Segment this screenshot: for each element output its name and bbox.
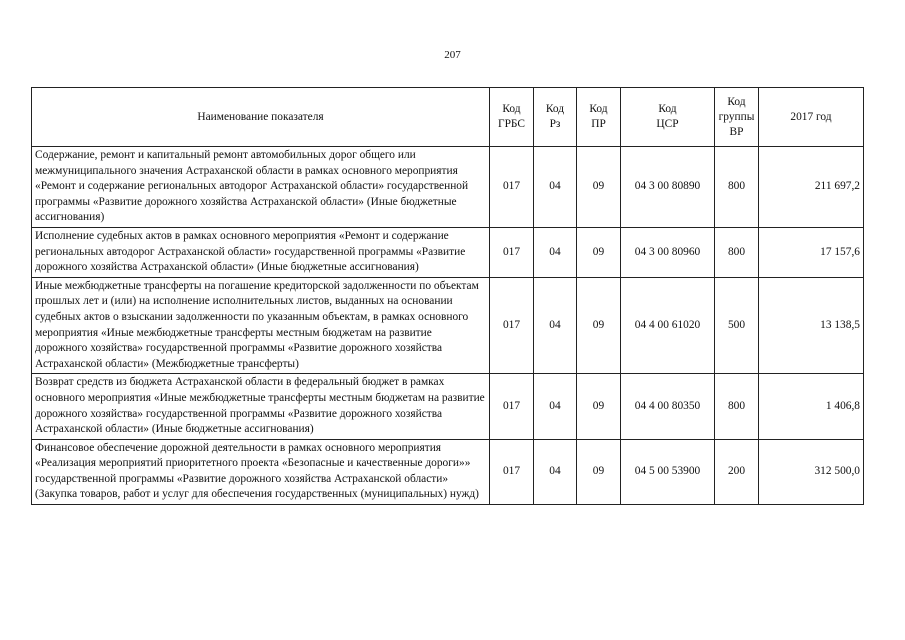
row-pr: 09 — [577, 227, 621, 277]
header-vr: Код группы ВР — [715, 88, 759, 147]
row-csr: 04 3 00 80960 — [621, 227, 715, 277]
table-row — [32, 374, 864, 439]
row-amount: 13 138,5 — [759, 277, 864, 374]
budget-table — [31, 87, 864, 505]
row-name: Исполнение судебных актов в рамках основного мероприятия «Ремонт и содержание региональных автодорог Астраханской области» государственной программы «Развитие дорожного хозяйства Астраханской области» (Иные бюджетные ассигнования) — [32, 227, 490, 277]
row-amount: 17 157,6 — [759, 227, 864, 277]
row-grbs: 017 — [490, 227, 534, 277]
row-name: Финансовое обеспечение дорожной деятельности в рамках основного мероприятия «Реализация мероприятий приоритетного проекта «Безопасные и качественные дороги»» государственной программы «Развитие дорожного хозяйства Астраханской области» (Закупка товаров, работ и услуг для обеспечения государственных (муниципальных) нужд) — [32, 439, 490, 504]
row-pr: 09 — [577, 439, 621, 504]
row-grbs: 017 — [490, 439, 534, 504]
row-rz: 04 — [534, 227, 577, 277]
row-grbs: 017 — [490, 147, 534, 228]
row-vr: 500 — [715, 277, 759, 374]
table-row — [32, 277, 864, 374]
header-amount: 2017 год — [759, 88, 864, 147]
row-pr: 09 — [577, 374, 621, 439]
row-csr: 04 4 00 61020 — [621, 277, 715, 374]
table-row — [32, 439, 864, 504]
row-vr: 800 — [715, 374, 759, 439]
row-vr: 800 — [715, 147, 759, 228]
row-grbs: 017 — [490, 277, 534, 374]
row-pr: 09 — [577, 147, 621, 228]
row-grbs: 017 — [490, 374, 534, 439]
row-rz: 04 — [534, 439, 577, 504]
header-grbs: Код ГРБС — [490, 88, 534, 147]
row-amount: 312 500,0 — [759, 439, 864, 504]
header-row — [32, 88, 864, 147]
row-rz: 04 — [534, 374, 577, 439]
row-csr: 04 5 00 53900 — [621, 439, 715, 504]
row-amount: 1 406,8 — [759, 374, 864, 439]
row-name: Содержание, ремонт и капитальный ремонт автомобильных дорог общего или межмуниципального значения Астраханской области в рамках основного мероприятия «Ремонт и содержание региональных автодорог Астраханской области» государственной программы «Развитие дорожного хозяйства Астраханской области» (Иные бюджетные ассигнования) — [32, 147, 490, 228]
row-name: Иные межбюджетные трансферты на погашение кредиторской задолженности по объектам прошлых лет и (или) на исполнение исполнительных листов, выданных на основании судебных актов о взыскании задолженности по указанным объектам, в рамках основного мероприятия «Иные межбюджетные трансферты местным бюджетам на развитие дорожного хозяйства» государственной программы «Развитие дорожного хозяйства Астраханской области» (Межбюджетные трансферты) — [32, 277, 490, 374]
row-csr: 04 3 00 80890 — [621, 147, 715, 228]
row-vr: 800 — [715, 227, 759, 277]
row-name: Возврат средств из бюджета Астраханской области в федеральный бюджет в рамках основного мероприятия «Иные межбюджетные трансферты местным бюджетам на развитие дорожного хозяйства» государственной программы «Развитие дорожного хозяйства Астраханской области» (Иные бюджетные ассигнования) — [32, 374, 490, 439]
header-csr: Код ЦСР — [621, 88, 715, 147]
page-number: 207 — [444, 49, 461, 61]
row-rz: 04 — [534, 147, 577, 228]
row-pr: 09 — [577, 277, 621, 374]
row-rz: 04 — [534, 277, 577, 374]
row-csr: 04 4 00 80350 — [621, 374, 715, 439]
table-row — [32, 227, 864, 277]
header-pr: Код ПР — [577, 88, 621, 147]
row-amount: 211 697,2 — [759, 147, 864, 228]
table-row — [32, 147, 864, 228]
header-name: Наименование показателя — [32, 88, 490, 147]
header-rz: Код Рз — [534, 88, 577, 147]
row-vr: 200 — [715, 439, 759, 504]
